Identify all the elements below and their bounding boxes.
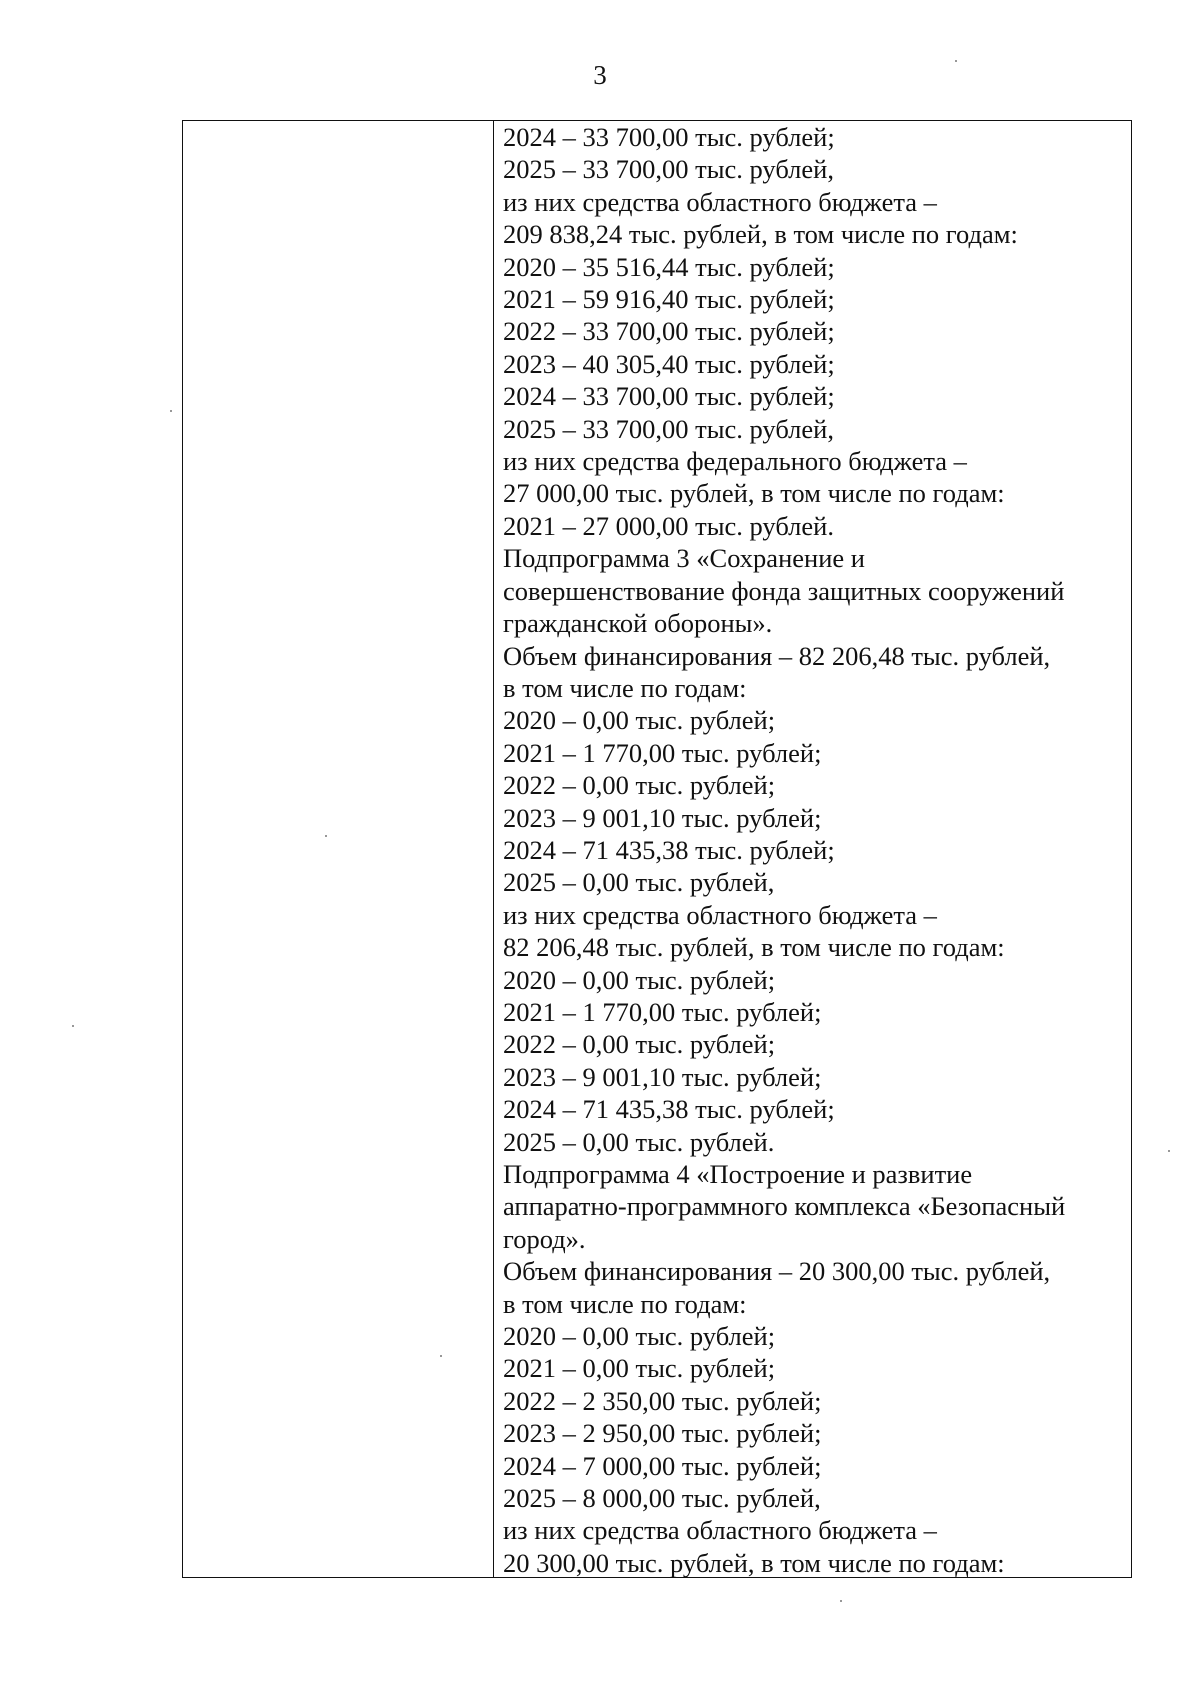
table-text-line: Подпрограмма 4 «Построение и развитие	[503, 1159, 973, 1189]
table-text-line: 27 000,00 тыс. рублей, в том числе по годам:	[503, 478, 1005, 509]
table-text-line: 2024 – 71 435,38 тыс. рублей;	[503, 1094, 835, 1125]
table-text-line: аппаратно-программного комплекса «Безопасный	[503, 1191, 1066, 1222]
table-text-line: Объем финансирования – 20 300,00 тыс. рублей,	[503, 1256, 1051, 1287]
table-text-line: в том числе по годам:	[503, 672, 747, 703]
table-text-line: 2023 – 9 001,10 тыс. рублей;	[503, 802, 822, 833]
page-number: 3	[593, 60, 607, 90]
table-right-cell	[495, 121, 1131, 1577]
table-text-line: город».	[503, 1223, 586, 1254]
table-text-line: 2021 – 1 770,00 тыс. рублей;	[503, 996, 822, 1027]
table-text-line: 2020 – 0,00 тыс. рублей;	[503, 964, 776, 995]
table-text-line: 2021 – 1 770,00 тыс. рублей;	[503, 737, 822, 768]
table-text-line: 2022 – 2 350,00 тыс. рублей;	[503, 1385, 822, 1416]
table-text-line: 20 300,00 тыс. рублей, в том числе по годам:	[503, 1547, 1005, 1578]
scan-speck	[170, 410, 172, 412]
table-text-line: 2020 – 35 516,44 тыс. рублей;	[503, 251, 835, 282]
table-text-line: Подпрограмма 3 «Сохранение и	[503, 543, 865, 574]
table-text-line: 2022 – 0,00 тыс. рублей;	[503, 1029, 776, 1060]
table-text-line: 2021 – 27 000,00 тыс. рублей.	[503, 510, 834, 541]
table-text-line: из них средства федерального бюджета –	[503, 446, 967, 477]
table-text-line: 2021 – 0,00 тыс. рублей;	[503, 1353, 776, 1384]
table-left-cell	[183, 121, 493, 1577]
scan-speck	[955, 60, 957, 62]
table-text-line: 2022 – 33 700,00 тыс. рублей;	[503, 316, 835, 347]
table-text-line: 2022 – 0,00 тыс. рублей;	[503, 770, 776, 801]
table-text-line: 2024 – 33 700,00 тыс. рублей;	[503, 381, 835, 412]
scan-speck	[1168, 1150, 1170, 1152]
table-text-line: из них средства областного бюджета –	[503, 186, 937, 217]
table-text-line: 2025 – 0,00 тыс. рублей.	[503, 1126, 775, 1157]
table-text-line: 209 838,24 тыс. рублей, в том числе по годам:	[503, 219, 1018, 250]
table-text-line: 2025 – 33 700,00 тыс. рублей,	[503, 154, 834, 185]
scan-speck	[325, 835, 327, 837]
scan-speck	[72, 1025, 74, 1027]
table-text-line: из них средства областного бюджета –	[503, 1515, 937, 1546]
column-divider	[493, 121, 494, 1577]
table-text-line: из них средства областного бюджета –	[503, 899, 937, 930]
scan-speck	[440, 1355, 442, 1357]
table-text-line: 82 206,48 тыс. рублей, в том числе по годам:	[503, 932, 1005, 963]
table-text-line: в том числе по годам:	[503, 1288, 747, 1319]
table-text-line: совершенствование фонда защитных сооружений	[503, 575, 1065, 606]
table-text-line: Объем финансирования – 82 206,48 тыс. рублей,	[503, 640, 1051, 671]
table-text-line: 2021 – 59 916,40 тыс. рублей;	[503, 284, 835, 315]
table-text-line: 2020 – 0,00 тыс. рублей;	[503, 1321, 776, 1352]
scan-speck	[840, 1600, 842, 1602]
table-text-line: гражданской обороны».	[503, 608, 773, 639]
table-text-line: 2025 – 33 700,00 тыс. рублей,	[503, 413, 834, 444]
table-text-line: 2024 – 33 700,00 тыс. рублей;	[503, 122, 835, 152]
document-table	[182, 120, 1132, 1578]
table-text-line: 2024 – 71 435,38 тыс. рублей;	[503, 834, 835, 865]
table-text-line: 2023 – 9 001,10 тыс. рублей;	[503, 1061, 822, 1092]
table-text-line: 2023 – 40 305,40 тыс. рублей;	[503, 348, 835, 379]
table-text-line: 2024 – 7 000,00 тыс. рублей;	[503, 1450, 822, 1481]
table-text-line: 2025 – 8 000,00 тыс. рублей,	[503, 1483, 821, 1514]
table-text-line: 2023 – 2 950,00 тыс. рублей;	[503, 1418, 822, 1449]
table-text-line: 2025 – 0,00 тыс. рублей,	[503, 867, 775, 898]
table-text-line: 2020 – 0,00 тыс. рублей;	[503, 705, 776, 736]
